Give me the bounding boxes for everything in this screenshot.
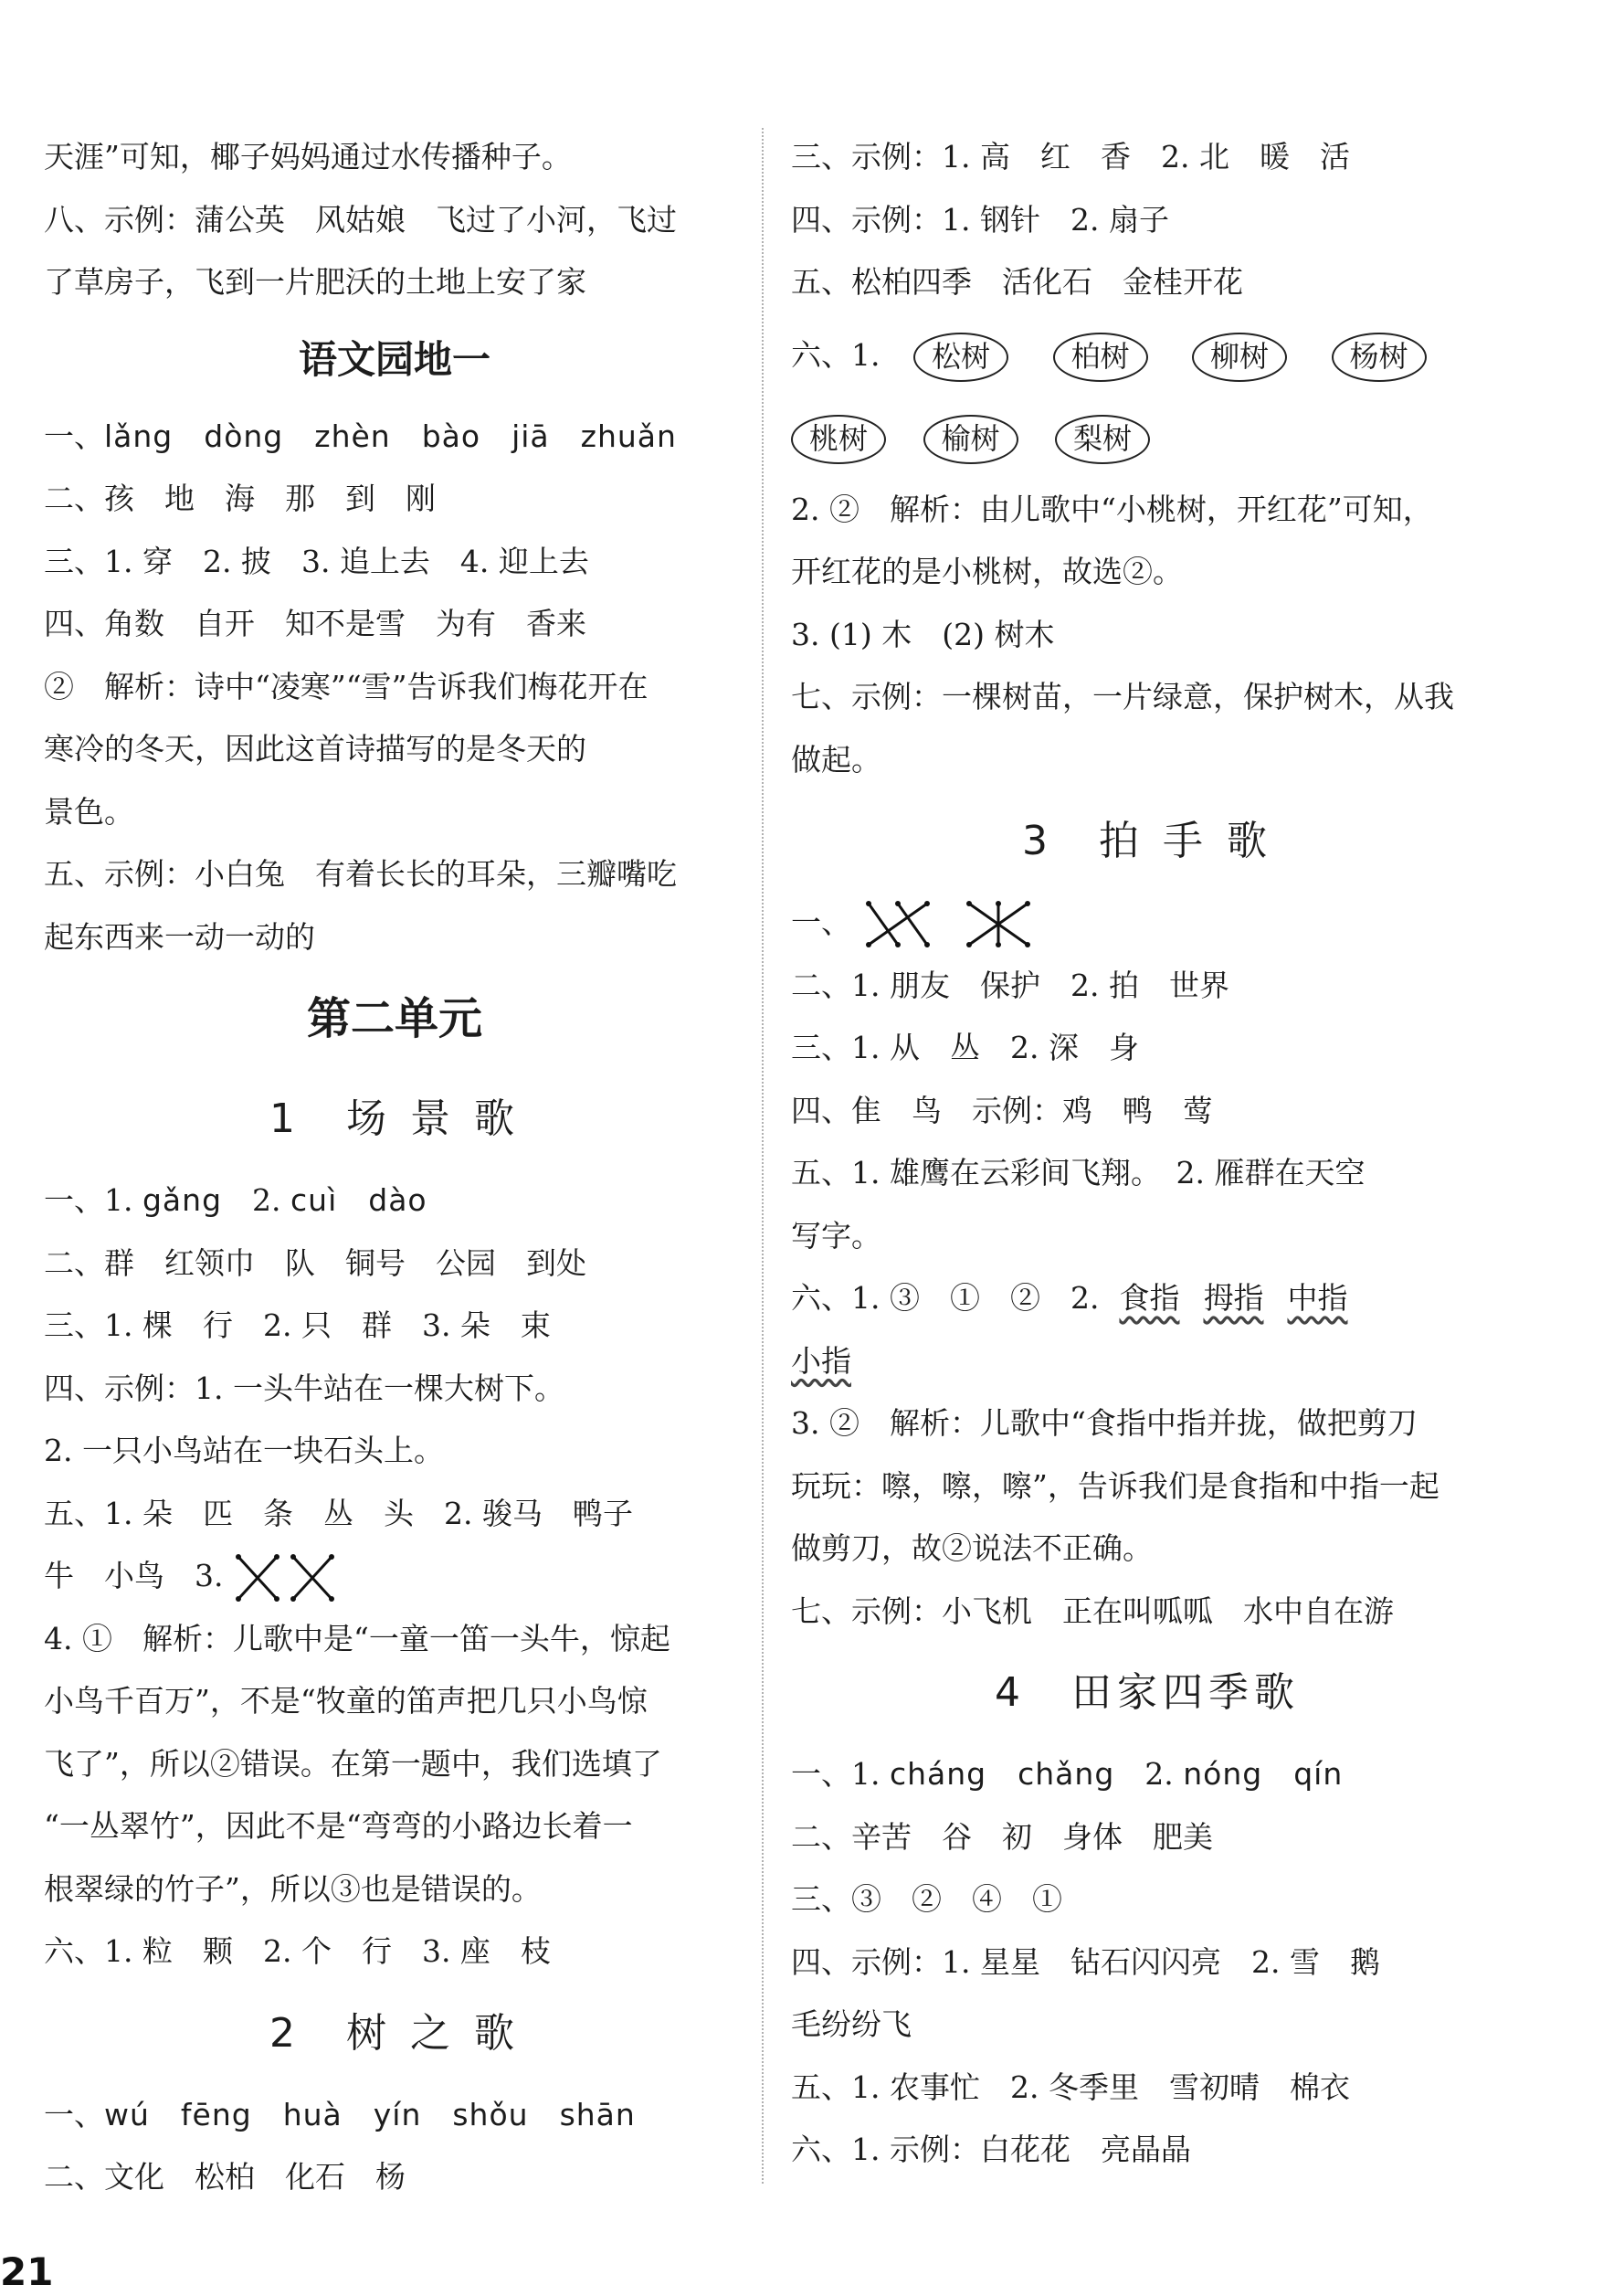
answer-line: 七、示例：一棵树苗，一片绿意，保护树木，从我: [791, 679, 1454, 714]
circled-word: 松树: [913, 333, 1008, 382]
answer-line: 一、lǎng dòng zhèn bào jiā zhuǎn: [44, 418, 677, 454]
answer-line: 六、1. 示例：白花花 亮晶晶: [791, 2132, 1191, 2167]
answer-line: 一、1. cháng chǎng 2. nóng qín: [791, 1756, 1344, 1792]
answer-line: 做剪刀，故②说法不正确。: [791, 1530, 1153, 1566]
lesson-title-2: 2 树 之 歌: [269, 2009, 520, 2057]
answer-line: 小鸟千百万”，不是“牧童的笛声把几只小鸟惊: [44, 1683, 648, 1719]
answer-line: 飞了”，所以②错误。在第一题中，我们选填了: [44, 1745, 662, 1782]
circled-word: 桃树: [791, 415, 886, 464]
answer-line: 写字。: [791, 1217, 881, 1254]
answer-line: 四、示例：1. 星星 钻石闪闪亮 2. 雪 鹅: [791, 1943, 1380, 1980]
answer-line: 五、1. 农事忙 2. 冬季里 雪初晴 棉衣: [791, 2069, 1350, 2105]
answer-line: “一丛翠竹”，因此不是“弯弯的小路边长着一: [44, 1808, 633, 1844]
underlined-word: 中指: [1287, 1280, 1348, 1316]
answer-line: 做起。: [791, 741, 881, 778]
lesson-title-3: 3 拍 手 歌: [1022, 818, 1272, 864]
circled-word: 榆树: [923, 415, 1018, 464]
answer-line: 三、1. 从 丛 2. 深 身: [791, 1030, 1139, 1065]
answer-line: 一、wú fēng huà yín shǒu shān: [44, 2096, 636, 2132]
answer-line: 四、示例：1. 钢针 2. 扇子: [791, 201, 1169, 238]
circled-word: 柏树: [1053, 333, 1148, 382]
answer-line: 六、1. ③ ① ② 2. 食指 拇指 中指: [791, 1280, 1348, 1316]
answer-line: 3. (1) 木 (2) 树木: [791, 616, 1055, 652]
answer-line: 五、1. 雄鹰在云彩间飞翔。 2. 雁群在天空: [791, 1155, 1366, 1190]
answer-line: [791, 397, 1503, 479]
underlined-word: 小指: [791, 1342, 851, 1379]
pinyin-text: lǎng dòng zhèn bào jiā zhuǎn: [104, 418, 677, 454]
answer-line: 了草房子，飞到一片肥沃的土地上安了家: [44, 264, 586, 300]
answer-line: 3. ② 解析：儿歌中“食指中指并拢，做把剪刀: [791, 1405, 1418, 1441]
answer-line: 五、示例：小白兔 有着长长的耳朵，三瓣嘴吃: [44, 856, 677, 892]
pinyin-text: cháng chǎng: [889, 1756, 1115, 1792]
answer-line: 2. ② 解析：由儿歌中“小桃树，开红花”可知，: [791, 491, 1433, 527]
pinyin-text: gǎng: [142, 1182, 223, 1218]
section-title-garden: 语文园地一: [298, 336, 490, 382]
unit-title: 第二单元: [306, 993, 482, 1044]
answer-line: 景色。: [44, 793, 134, 830]
pinyin-text: cuì dào: [290, 1182, 427, 1218]
answer-line: 三、1. 棵 行 2. 只 群 3. 朵 束: [44, 1307, 551, 1343]
answer-line: 毛纷纷飞: [791, 2006, 912, 2042]
answer-line: 三、示例：1. 高 红 香 2. 北 暖 活: [791, 139, 1350, 175]
answer-line: 开红花的是小桃树，故选②。: [791, 554, 1183, 589]
answer-line: 二、辛苦 谷 初 身体 肥美: [791, 1818, 1213, 1855]
column-divider: [762, 128, 764, 2184]
answer-line: 二、文化 松柏 化石 杨: [44, 2159, 406, 2195]
answer-line: 二、1. 朋友 保护 2. 拍 世界: [791, 967, 1229, 1003]
answer-line: 一、: [791, 892, 1503, 955]
answer-line: 八、示例：蒲公英 风姑娘 飞过了小河，飞过: [44, 201, 677, 238]
answer-line: 4. ① 解析：儿歌中是“一童一笛一头牛，惊起: [44, 1620, 670, 1656]
answer-line: 四、角数 自开 知不是雪 为有 香来: [44, 606, 586, 641]
left-column: [44, 126, 745, 2209]
answer-line: 二、群 红领巾 队 铜号 公园 到处: [44, 1244, 586, 1281]
circled-word: 梨树: [1055, 415, 1150, 464]
circled-word: 杨树: [1332, 333, 1427, 382]
answer-line: 五、松柏四季 活化石 金桂开花: [791, 264, 1243, 300]
answer-line: 天涯”可知，椰子妈妈通过水传播种子。: [44, 139, 572, 175]
answer-line: 六、1. 粒 颗 2. 个 行 3. 座 枝: [44, 1933, 551, 1969]
answer-line: 根翠绿的竹子”，所以③也是错误的。: [44, 1870, 542, 1907]
answer-line: 三、③ ② ④ ①: [791, 1881, 1062, 1917]
answer-line: [791, 1330, 1503, 1393]
pinyin-text: nóng qín: [1183, 1756, 1344, 1792]
right-column: [791, 126, 1503, 2182]
answer-line: 四、隹 鸟 示例：鸡 鸭 莺: [791, 1092, 1213, 1128]
answer-line: 牛 小鸟 3.: [44, 1545, 745, 1608]
answer-line: 六、1. 松树 柏树 柳树 杨树: [791, 314, 1503, 397]
answer-line: 二、孩 地 海 那 到 刚: [44, 481, 436, 516]
answer-line: 四、示例：1. 一头牛站在一棵大树下。: [44, 1370, 564, 1406]
answer-line: 寒冷的冬天，因此这首诗描写的是冬天的: [44, 731, 586, 767]
answer-line: 五、1. 朵 匹 条 丛 头 2. 骏马 鸭子: [44, 1495, 633, 1531]
lesson-title-4: 4 田家四季歌: [995, 1669, 1300, 1716]
underlined-word: 拇指: [1203, 1280, 1264, 1316]
answer-line: 玩玩：嚓，嚓，嚓”，告诉我们是食指和中指一起: [791, 1467, 1439, 1504]
answer-line: 三、1. 穿 2. 披 3. 追上去 4. 迎上去: [44, 543, 589, 579]
answer-line: 2. 一只小鸟站在一块石头上。: [44, 1433, 444, 1468]
page-number: 21: [0, 2249, 54, 2294]
matching-lines-icon: [861, 899, 1044, 950]
circled-word: 柳树: [1192, 333, 1287, 382]
answer-line: 起东西来一动一动的: [44, 918, 315, 955]
answer-line: 一、1. gǎng 2. cuì dào: [44, 1182, 427, 1218]
answer-line: 七、示例：小飞机 正在叫呱呱 水中自在游: [791, 1592, 1394, 1629]
lesson-title-1: 1 场 景 歌: [269, 1095, 520, 1142]
answer-line: ② 解析：诗中“凌寒”“雪”告诉我们梅花开在: [44, 668, 649, 704]
pinyin-text: wú fēng huà yín shǒu shān: [104, 2096, 636, 2132]
matching-lines-icon: [233, 1553, 343, 1603]
underlined-word: 食指: [1119, 1280, 1180, 1316]
